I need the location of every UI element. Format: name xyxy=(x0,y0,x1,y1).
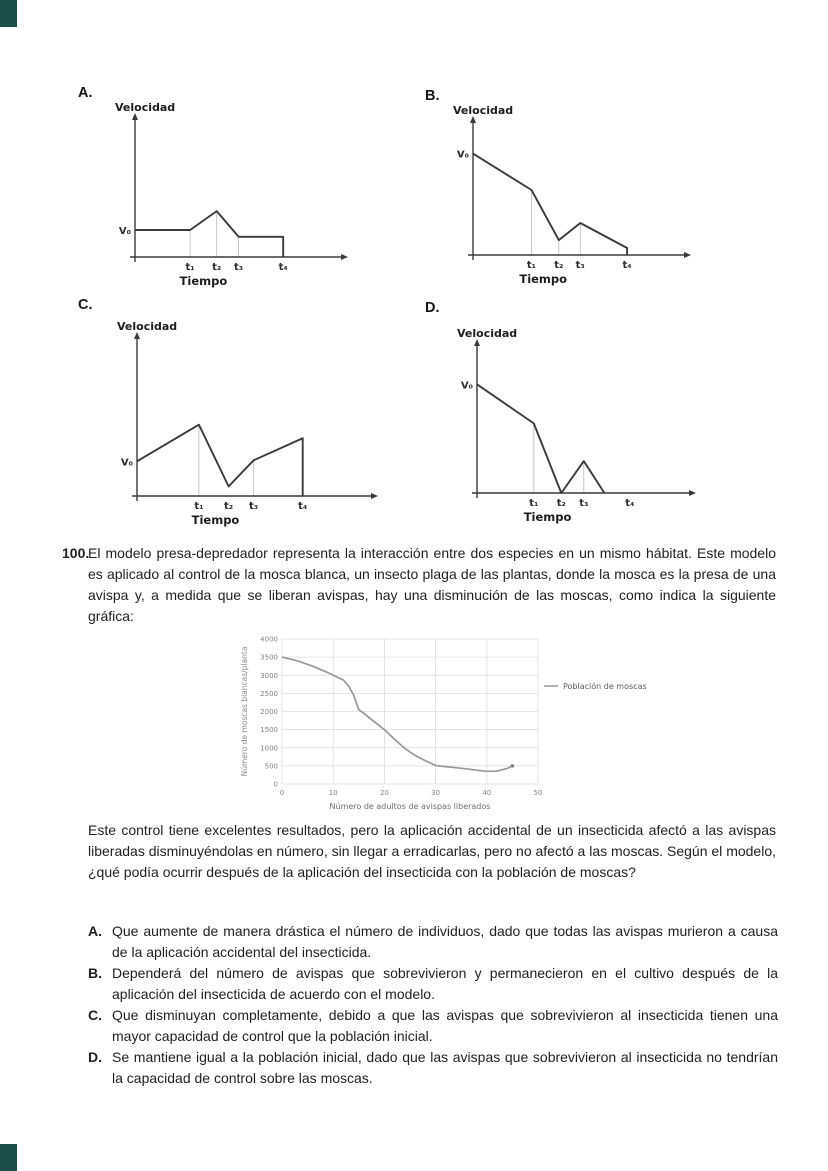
question-text: El modelo presa-depredador representa la interacción entre dos especies en un mismo hábitat. Este modelo es aplicado al control de la mosca blanca, un insecto plaga de las plantas, donde la mosca es la presa de una avispa y, a medida que se liberan avispas, hay una disminución de las moscas, como indica la siguiente gráfica: xyxy=(88,545,776,624)
corner-mark-bottom-left xyxy=(0,1144,17,1171)
svg-text:t₄: t₄ xyxy=(625,498,635,509)
option-c-text: Que disminuyan completamente, debido a que las avispas que sobrevivieron al insecticida tienen una mayor capacidad de control que la población inicial. xyxy=(112,1007,778,1044)
svg-text:Velocidad: Velocidad xyxy=(457,327,518,340)
question-followup-text: Este control tiene excelentes resultados, pero la aplicación accidental de un insecticida afectó a las avispas liberadas disminuyéndolas en número, sin llegar a erradicarlas, pero no afectó a las moscas. Según el modelo, ¿qué podía ocurrir después de la aplicación del insecticida con la población de moscas? xyxy=(88,822,776,880)
svg-text:t₃: t₃ xyxy=(575,260,585,271)
svg-text:50: 50 xyxy=(533,789,543,797)
question-100 xyxy=(62,543,776,627)
question-number: 100. xyxy=(62,545,90,561)
option-c xyxy=(88,1005,778,1047)
svg-text:1000: 1000 xyxy=(260,744,278,753)
option-a xyxy=(88,921,778,963)
svg-text:Velocidad: Velocidad xyxy=(453,104,514,117)
svg-text:Tiempo: Tiempo xyxy=(191,513,240,527)
graph-c-label: C. xyxy=(78,297,93,313)
svg-text:t₁: t₁ xyxy=(185,262,195,273)
svg-text:V₀: V₀ xyxy=(120,457,133,469)
option-b xyxy=(88,963,778,1005)
svg-text:t₄: t₄ xyxy=(278,262,288,273)
velocity-graph-a xyxy=(101,100,357,293)
svg-text:0: 0 xyxy=(273,780,278,789)
answer-options xyxy=(88,921,778,1089)
svg-text:Tiempo: Tiempo xyxy=(519,272,568,286)
svg-text:10: 10 xyxy=(328,789,338,797)
svg-text:Tiempo: Tiempo xyxy=(179,274,228,288)
option-d xyxy=(88,1047,778,1089)
velocity-graph-c xyxy=(103,319,387,532)
option-b-letter: B. xyxy=(88,965,102,981)
svg-text:t₄: t₄ xyxy=(622,260,632,271)
svg-text:Población de moscas: Población de moscas xyxy=(563,682,647,691)
svg-text:0: 0 xyxy=(279,789,285,797)
svg-text:2500: 2500 xyxy=(260,689,278,698)
svg-text:Número de moscas blancas/plant: Número de moscas blancas/planta xyxy=(240,646,249,777)
svg-text:t₂: t₂ xyxy=(212,262,222,273)
svg-text:t₃: t₃ xyxy=(249,501,259,512)
svg-text:t₂: t₂ xyxy=(556,498,566,509)
svg-text:3500: 3500 xyxy=(260,653,278,662)
svg-text:t₃: t₃ xyxy=(579,498,589,509)
svg-text:t₄: t₄ xyxy=(298,501,308,512)
svg-text:t₂: t₂ xyxy=(554,260,564,271)
svg-text:t₂: t₂ xyxy=(223,501,234,512)
svg-text:3000: 3000 xyxy=(260,671,278,680)
svg-text:2000: 2000 xyxy=(260,708,278,716)
option-b-text: Dependerá del número de avispas que sobrevivieron y permanecieron en el cultivo después de la aplicación del insecticida de acuerdo con el modelo. xyxy=(112,965,778,1002)
graph-d-label: D. xyxy=(425,300,440,316)
svg-text:4000: 4000 xyxy=(260,635,278,644)
svg-text:t₁: t₁ xyxy=(529,498,539,509)
svg-text:40: 40 xyxy=(482,789,492,797)
svg-text:30: 30 xyxy=(431,789,441,797)
svg-text:t₃: t₃ xyxy=(233,262,244,273)
option-d-text: Se mantiene igual a la población inicial, dado que las avispas que sobrevivieron al insecticida no tendrían la capacidad de control sobre las moscas. xyxy=(112,1049,778,1086)
svg-text:Tiempo: Tiempo xyxy=(523,510,572,524)
svg-text:V₀: V₀ xyxy=(460,380,473,392)
option-a-letter: A. xyxy=(88,923,102,939)
svg-text:Velocidad: Velocidad xyxy=(115,101,176,114)
svg-text:Velocidad: Velocidad xyxy=(117,320,178,333)
graph-a-label: A. xyxy=(78,85,93,101)
svg-text:Número de adultos de avispas l: Número de adultos de avispas liberados xyxy=(329,802,491,811)
svg-text:V₀: V₀ xyxy=(118,226,131,237)
velocity-graph-d xyxy=(443,326,705,529)
corner-mark-top-left xyxy=(0,0,17,27)
graph-b-label: B. xyxy=(425,88,440,104)
svg-text:500: 500 xyxy=(264,762,278,771)
svg-text:V₀: V₀ xyxy=(456,149,469,161)
option-c-letter: C. xyxy=(88,1007,102,1023)
velocity-graph-b xyxy=(439,103,700,291)
svg-text:t₁: t₁ xyxy=(194,501,204,512)
svg-text:20: 20 xyxy=(379,789,389,797)
svg-text:t₁: t₁ xyxy=(526,260,537,271)
moscas-population-chart xyxy=(236,632,656,812)
option-a-text: Que aumente de manera drástica el número de individuos, dado que todas las avispas murieron a causa de la aplicación accidental del insecticida. xyxy=(112,923,778,960)
option-d-letter: D. xyxy=(88,1049,102,1065)
svg-text:1500: 1500 xyxy=(260,726,278,735)
